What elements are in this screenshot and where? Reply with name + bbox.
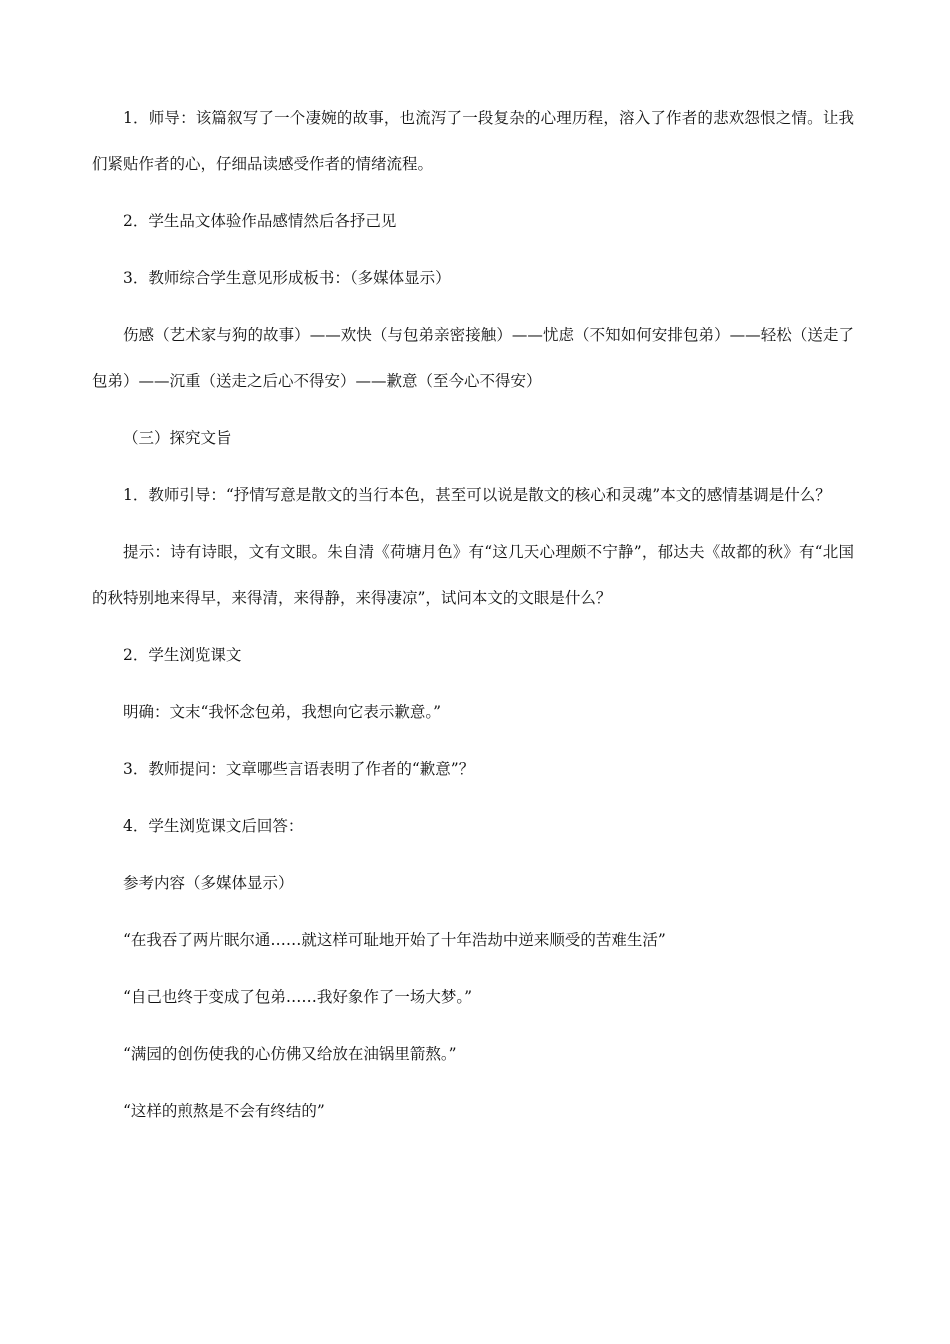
paragraph-board-summary: 3．教师综合学生意见形成板书：（多媒体显示） (123, 269, 451, 287)
paragraph-clarification: 明确：文末“我怀念包弟，我想向它表示歉意。” (123, 703, 442, 721)
section-heading-explore-theme: （三）探究文旨 (123, 429, 232, 447)
document-body (92, 95, 854, 1145)
paragraph-student-reflection: 2．学生品文体验作品感情然后各抒己见 (123, 212, 397, 230)
paragraph-emotion-flow: 伤感（艺术家与狗的故事）——欢快（与包弟亲密接触）——忧虑（不知如何安排包弟）——轻松（送走了包弟）——沉重（送走之后心不得安）——歉意（至今心不得安） (92, 326, 854, 390)
quote-item: “在我吞了两片眠尔通……就这样可耻地开始了十年浩劫中逆来顺受的苦难生活” (123, 931, 666, 949)
paragraph-student-answer: 4．学生浏览课文后回答： (123, 817, 304, 835)
paragraph-teacher-question: 3．教师提问：文章哪些言语表明了作者的“歉意”？ (123, 760, 475, 778)
paragraph-student-browse: 2．学生浏览课文 (123, 646, 242, 664)
quote-item: “自己也终于变成了包弟……我好象作了一场大梦。” (123, 988, 473, 1006)
quote-item: “这样的煎熬是不会有终结的” (123, 1102, 325, 1120)
paragraph-reference-content: 参考内容（多媒体显示） (123, 874, 294, 892)
paragraph-teacher-lead: 1．教师引导：“抒情写意是散文的当行本色，甚至可以说是散文的核心和灵魂”本文的感情基调是什么？ (123, 486, 831, 504)
paragraph-teacher-guide: 1．师导：该篇叙写了一个凄婉的故事，也流泻了一段复杂的心理历程，溶入了作者的悲欢怨恨之情。让我们紧贴作者的心，仔细品读感受作者的情绪流程。 (92, 109, 854, 173)
paragraph-hint: 提示：诗有诗眼，文有文眼。朱自清《荷塘月色》有“这几天心理颇不宁静”，郁达夫《故都的秋》有“北国的秋特别地来得早，来得清，来得静，来得凄凉”，试问本文的文眼是什么？ (92, 543, 854, 607)
quote-item: “满园的创伤使我的心仿佛又给放在油锅里箭熬。” (123, 1045, 457, 1063)
